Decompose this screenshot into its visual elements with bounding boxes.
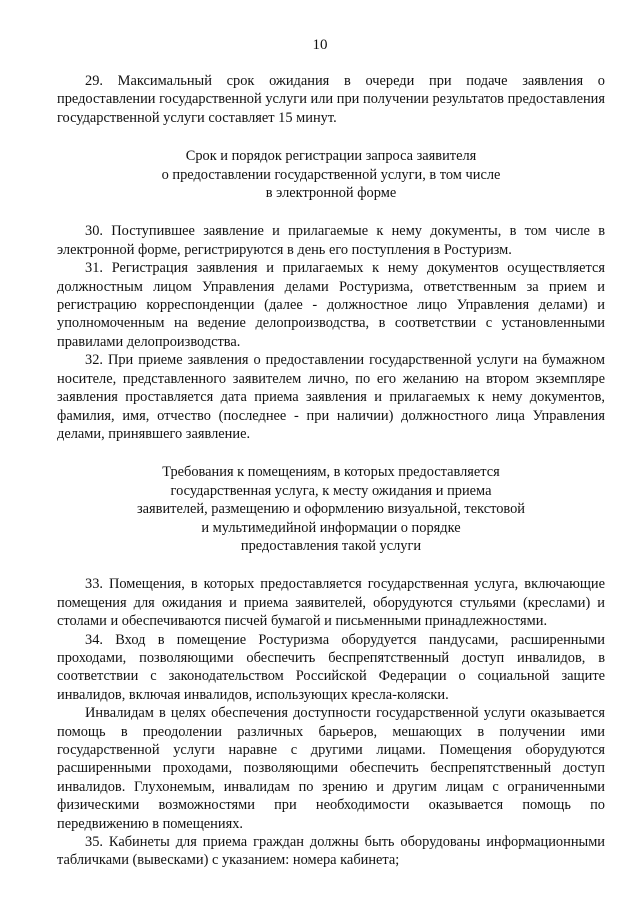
section-heading-registration	[57, 147, 605, 202]
document-body	[57, 72, 605, 870]
paragraph-31: 31. Регистрация заявления и прилагаемых к нему документов осуществляется должностным лицом Управления делами Ростуризма, ответственным за прием и регистрацию корреспонденции (далее - должностное лицо Управления делами) и уполномоченным на ведение делопроизводства, в соответствии с установленными правилами делопроизводства.	[57, 260, 605, 350]
heading-line: государственная услуга, к месту ожидания и приема	[170, 482, 492, 499]
paragraph-33: 33. Помещения, в которых предоставляется государственная услуга, включающие помещения для ожидания и приема заявителей, оборудуются стульями (креслами) и столами и обеспечиваются писчей бумагой и письменными принадлежностями.	[57, 576, 605, 630]
heading-line: и мультимедийной информации о порядке	[201, 519, 461, 536]
heading-line: заявителей, размещению и оформлению визуальной, текстовой	[136, 501, 526, 518]
paragraph-32: 32. При приеме заявления о предоставлении государственной услуги на бумажном носителе, представленного заявителем лично, по его желанию на втором экземпляре заявления проставляется дата приема заявления и прилагаемых к нему документов, фамилия, имя, отчество (последнее - при наличии) должностного лица Управления делами, принявшего заявление.	[57, 352, 605, 442]
heading-line: Требования к помещениям, в которых предоставляется	[162, 464, 500, 481]
section-heading-premises	[57, 463, 605, 555]
paragraph-30: 30. Поступившее заявление и прилагаемые к нему документы, в том числе в электронной форме, регистрируются в день его поступления в Ростуризм.	[57, 223, 605, 258]
heading-line: предоставления такой услуги	[240, 537, 422, 554]
paragraph-34: 34. Вход в помещение Ростуризма оборудуется пандусами, расширенными проходами, позволяющими обеспечить беспрепятственный доступ инвалидов, в соответствии с законодательством Российской Федерации о социальной защите инвалидов, включая инвалидов, использующих кресла-коляски.	[57, 631, 605, 703]
heading-line: о предоставлении государственной услуги, в том числе	[161, 166, 501, 183]
heading-line: в электронной форме	[265, 185, 397, 202]
heading-line: Срок и порядок регистрации запроса заявителя	[185, 148, 477, 165]
paragraph-34-continued: Инвалидам в целях обеспечения доступности государственной услуги оказывается помощь в преодолении различных барьеров, мешающих в получении ими государственной услуги наравне с другими лицами. Помещения оборудуются расширенными проходами, позволяющими обеспечить беспрепятственный доступ инвалидов. Глухонемым, инвалидам по зрению и другим лицам с ограниченными физическими возможностями при необходимости оказывается помощь по передвижению в помещениях.	[57, 705, 605, 832]
paragraph-29: 29. Максимальный срок ожидания в очереди при подаче заявления о предоставлении государственной услуги или при получении результатов предоставления государственной услуги составляет 15 минут.	[57, 73, 605, 126]
page-number: 10	[312, 37, 328, 53]
paragraph-35: 35. Кабинеты для приема граждан должны быть оборудованы информационными табличками (вывесками) с указанием: номера кабинета;	[57, 834, 605, 869]
